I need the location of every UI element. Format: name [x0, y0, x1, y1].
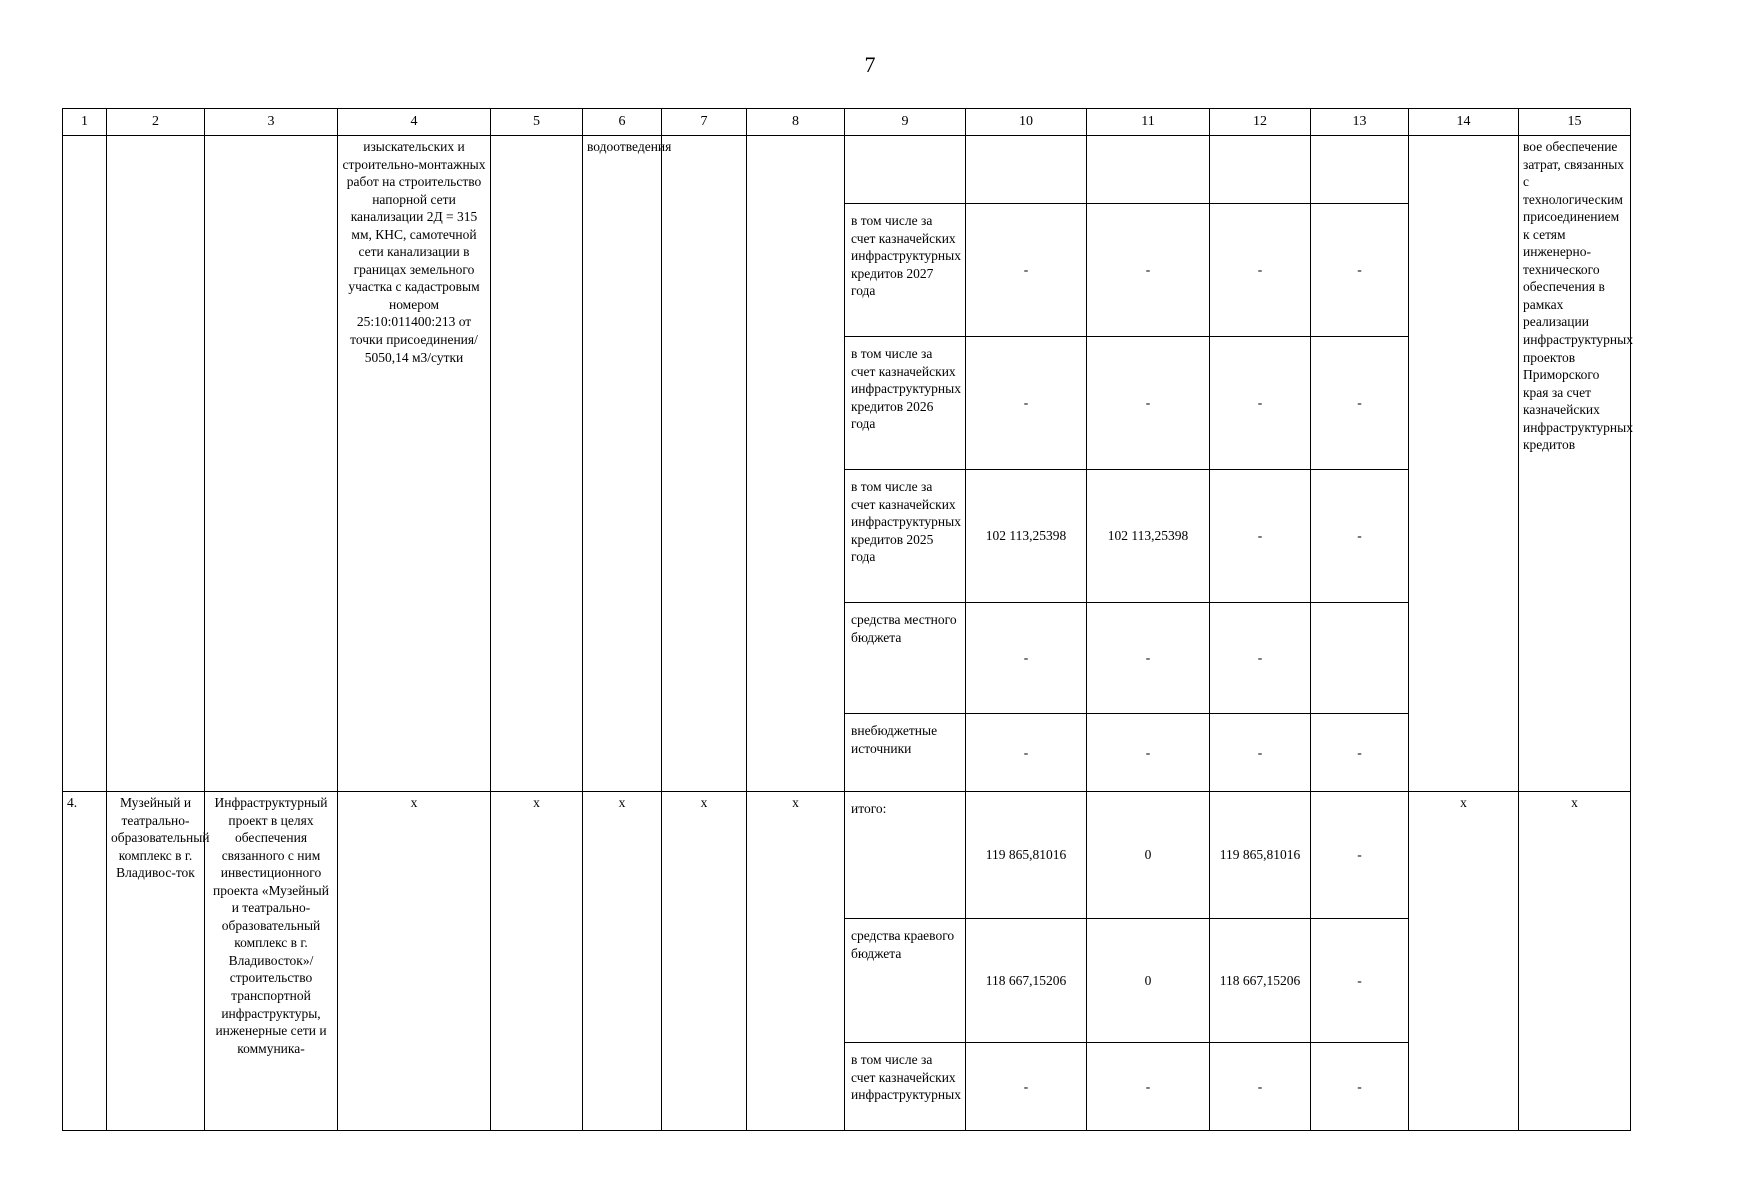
cell-col14	[1409, 136, 1519, 792]
value-col12: 118 667,15206	[1210, 919, 1311, 1043]
funding-source: итого:	[845, 792, 966, 919]
table-row	[63, 792, 1631, 919]
cell-col5	[491, 136, 583, 792]
cell-col8: х	[747, 792, 845, 1131]
value-col13: -	[1311, 337, 1409, 470]
table-row	[63, 136, 1631, 204]
value-col11: 0	[1087, 919, 1210, 1043]
value-col10: -	[966, 1043, 1087, 1131]
cell-col1	[63, 136, 107, 792]
funding-source: в том числе за счет казначейских инфраструктурных кредитов 2026 года	[845, 337, 966, 470]
cell-col5: х	[491, 792, 583, 1131]
value-col12: -	[1210, 470, 1311, 603]
value-col10: 118 667,15206	[966, 919, 1087, 1043]
header-cell: 14	[1409, 109, 1519, 136]
cell-col3	[205, 136, 338, 792]
capacity-type: водоотведения	[583, 136, 662, 792]
funding-source: средства краевого бюджета	[845, 919, 966, 1043]
header-cell: 5	[491, 109, 583, 136]
header-cell: 15	[1519, 109, 1631, 136]
value-col10: -	[966, 603, 1087, 714]
value-col11: -	[1087, 337, 1210, 470]
value-col13	[1311, 603, 1409, 714]
value-col12: -	[1210, 1043, 1311, 1131]
budget-table	[62, 108, 1631, 1131]
header-cell: 13	[1311, 109, 1409, 136]
header-cell: 10	[966, 109, 1087, 136]
value-col11: -	[1087, 714, 1210, 792]
cell-col4: х	[338, 792, 491, 1131]
value-col11: -	[1087, 1043, 1210, 1131]
header-cell: 9	[845, 109, 966, 136]
header-cell: 8	[747, 109, 845, 136]
value-col12	[1210, 136, 1311, 204]
value-col11: 102 113,25398	[1087, 470, 1210, 603]
value-col12: 119 865,81016	[1210, 792, 1311, 919]
header-cell: 4	[338, 109, 491, 136]
value-col11: -	[1087, 603, 1210, 714]
cell-col8	[747, 136, 845, 792]
header-cell: 11	[1087, 109, 1210, 136]
funding-source: внебюджетные источники	[845, 714, 966, 792]
object-description: изыскательских и строительно-монтажных работ на строительство напорной сети канализации 2Д = 315 мм, КНС, самотечной сети канализации в границах земельного участка с кадастровым номером 25:10:011400:213 от точки присоединения/ 5050,14 м3/сутки	[338, 136, 491, 792]
value-col10: -	[966, 337, 1087, 470]
value-col12: -	[1210, 714, 1311, 792]
value-col12: -	[1210, 337, 1311, 470]
header-row	[63, 109, 1631, 136]
value-col13: -	[1311, 1043, 1409, 1131]
project-name: Музейный и театрально- образовательный комплекс в г. Владивос-ток	[107, 792, 205, 1131]
value-col13: -	[1311, 204, 1409, 337]
cell-col7	[662, 136, 747, 792]
value-col10: 102 113,25398	[966, 470, 1087, 603]
cell-col7: х	[662, 792, 747, 1131]
header-cell: 1	[63, 109, 107, 136]
value-col13: -	[1311, 792, 1409, 919]
value-col12: -	[1210, 204, 1311, 337]
header-cell: 6	[583, 109, 662, 136]
funding-source: средства местного бюджета	[845, 603, 966, 714]
funding-source: в том числе за счет казначейских инфраструктурных кредитов 2025 года	[845, 470, 966, 603]
header-cell: 12	[1210, 109, 1311, 136]
cell-col2	[107, 136, 205, 792]
value-col10: -	[966, 714, 1087, 792]
value-col11	[1087, 136, 1210, 204]
cell-col15: х	[1519, 792, 1631, 1131]
value-col11: 0	[1087, 792, 1210, 919]
value-col13: -	[1311, 714, 1409, 792]
funding-source	[845, 136, 966, 204]
page-number: 7	[864, 52, 876, 77]
value-col13: -	[1311, 919, 1409, 1043]
cell-col6: х	[583, 792, 662, 1131]
value-col10: -	[966, 204, 1087, 337]
cell-col14: х	[1409, 792, 1519, 1131]
item-number: 4.	[63, 792, 107, 1131]
funding-source: в том числе за счет казначейских инфраструктурных кредитов 2027 года	[845, 204, 966, 337]
value-col10: 119 865,81016	[966, 792, 1087, 919]
value-col13: -	[1311, 470, 1409, 603]
project-description: Инфраструктурный проект в целях обеспечения связанного с ним инвестиционного проекта «Музейный и театрально-образовательный комплекс в г. Владивосток»/ строительство транспортной инфраструктуры, инженерные сети и коммуника-	[205, 792, 338, 1131]
header-cell: 2	[107, 109, 205, 136]
header-cell: 3	[205, 109, 338, 136]
header-cell: 7	[662, 109, 747, 136]
value-col12: -	[1210, 603, 1311, 714]
value-col11: -	[1087, 204, 1210, 337]
funding-source: в том числе за счет казначейских инфраструктурных	[845, 1043, 966, 1131]
project-note: вое обеспечение затрат, связанных с технологическим присоединением к сетям инженерно-технического обеспечения в рамках реализации инфраструктурных проектов Приморского края за счет казначейских инфраструктурных кредитов	[1519, 136, 1631, 792]
value-col10	[966, 136, 1087, 204]
value-col13	[1311, 136, 1409, 204]
